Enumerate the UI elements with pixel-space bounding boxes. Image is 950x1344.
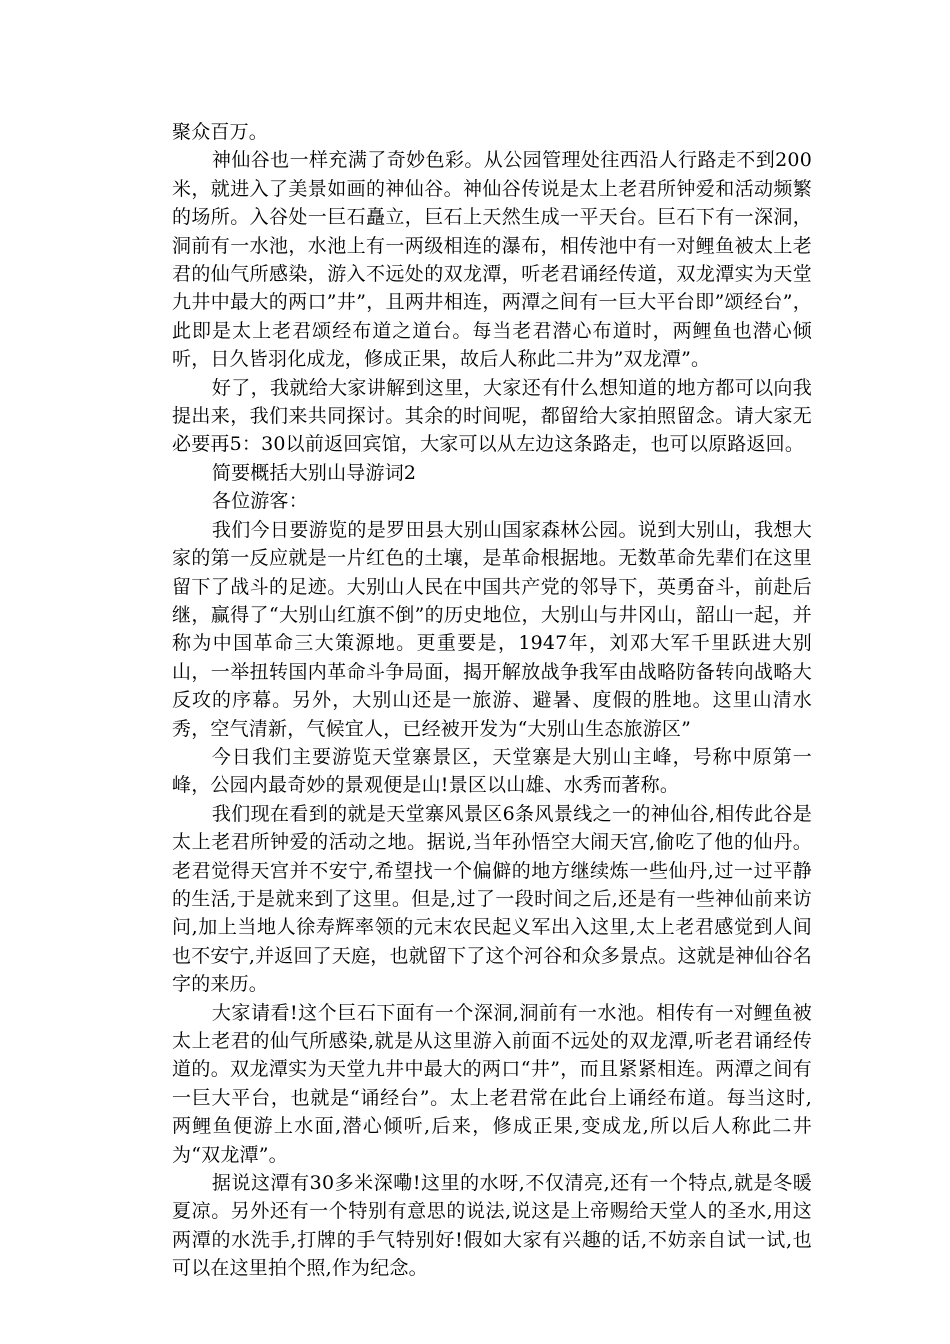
section-title: 简要概括大别山导游词2 (211, 461, 417, 484)
paragraph-9: 大家请看!这个巨石下面有一个深洞,洞前有一水池。相传有一对鲤鱼被太上老君的仙气所感染,就是从这里游入前面不远处的双龙潭,听老君诵经传道的。双龙潭实为天堂九井中最大的两口“井”，而且紧紧相连。两潭之间有一巨大平台，也就是“诵经台”。太上老君常在此台上诵经布道。每当这时,两鲤鱼便游上水面,潜心倾听,后来，修成正果,变成龙,所以后人称此二井为“双龙潭”。 (172, 1001, 812, 1166)
document-body (172, 118, 812, 1283)
paragraph-2: 神仙谷也一样充满了奇妙色彩。从公园管理处往西沿人行路走不到200米，就进入了美景如画的神仙谷。神仙谷传说是太上老君所钟爱和活动频繁的场所。入谷处一巨石矗立，巨石上天然生成一平天台。巨石下有一深洞，洞前有一水池，水池上有一两级相连的瀑布，相传池中有一对鲤鱼被太上老君的仙气所感染，游入不远处的双龙潭，听老君诵经传道，双龙潭实为天堂九井中最大的两口”井”，且两井相连，两潭之间有一巨大平台即”颂经台”，此即是太上老君颂经布道之道台。每当老君潜心布道时，两鲤鱼也潜心倾听，日久皆羽化成龙，修成正果，故后人称此二井为”双龙潭”。 (172, 149, 812, 371)
paragraph-1: 聚众百万。 (172, 121, 269, 143)
greeting: 各位游客： (211, 490, 308, 513)
paragraph-6: 我们今日要游览的是罗田县大别山国家森林公园。说到大别山，我想大家的第一反应就是一片红色的土壤，是革命根据地。无数革命先辈们在这里留下了战斗的足迹。大别山人民在中国共产党的邻导下，英勇奋斗，前赴后继，赢得了“大别山红旗不倒”的历史地位，大别山与井冈山，韶山一起，并称为中国革命三大策源地。更重要是，1947年，刘邓大军千里跃进大别山，一举扭转国内革命斗争局面，揭开解放战争我军由战略防备转向战略大反攻的序幕。另外，大别山还是一旅游、避暑、度假的胜地。这里山清水秀，空气清新，气候宜人，已经被开发为“大别山生态旅游区” (172, 518, 812, 740)
paragraph-10: 据说这潭有30多米深嘞!这里的水呀,不仅清亮,还有一个特点,就是冬暖夏凉。另外还有一个特别有意思的说法,说这是上帝赐给天堂人的圣水,用这两潭的水洗手,打牌的手气特别好!假如大家有兴趣的话,不妨亲自试一试,也可以在这里拍个照,作为纪念。 (172, 1172, 812, 1280)
paragraph-7: 今日我们主要游览天堂寨景区，天堂寨是大别山主峰，号称中原第一峰，公园内最奇妙的景观便是山!景区以山雄、水秀而著称。 (172, 745, 812, 797)
paragraph-3: 好了，我就给大家讲解到这里，大家还有什么想知道的地方都可以向我提出来，我们来共同探讨。其余的时间呢，都留给大家拍照留念。请大家无必要再5：30以前返回宾馆，大家可以从左边这条路走，也可以原路返回。 (172, 376, 812, 456)
paragraph-8: 我们现在看到的就是天堂寨风景区6条风景线之一的神仙谷,相传此谷是太上老君所钟爱的活动之地。据说,当年孙悟空大闹天宫,偷吃了他的仙丹。老君觉得天宫并不安宁,希望找一个偏僻的地方继续炼一些仙丹,过一过平静的生活,于是就来到了这里。但是,过了一段时间之后,还是有一些神仙前来访问,加上当地人徐寿辉率领的元末农民起义军出入这里,太上老君感觉到人间也不安宁,并返回了天庭，也就留下了这个河谷和众多景点。这就是神仙谷名字的来历。 (172, 802, 812, 996)
